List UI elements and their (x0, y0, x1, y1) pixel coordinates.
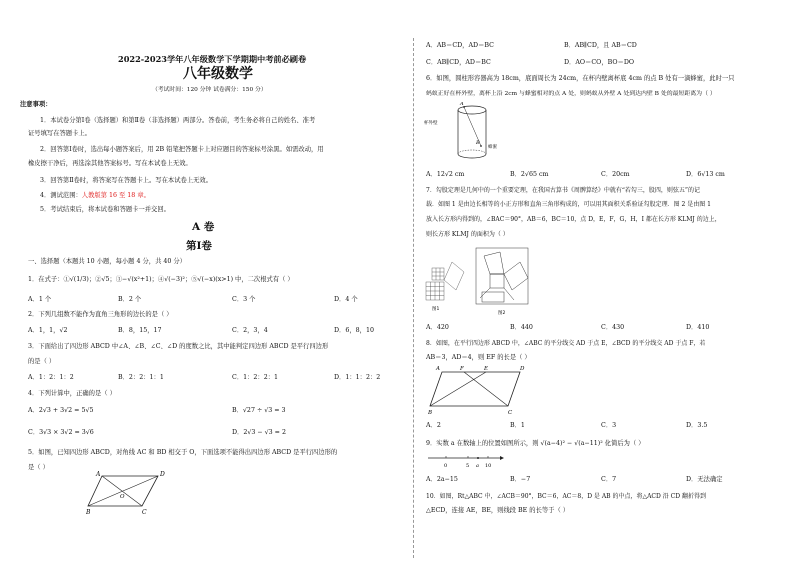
q7-stem-a: 7．勾股定理是几何中的一个重要定理，在我国古算书《周髀算经》中就有“若勾三，股四，则弦五”的记 (426, 187, 700, 194)
q9-opt-d: D．无法确定 (686, 476, 723, 483)
q5-label-d: D (160, 471, 165, 478)
exam-title: 2022-2023学年八年级数学下学期期中考前必刷卷 (118, 54, 307, 64)
q5-label-a: A (96, 471, 101, 478)
q7-fig2-label: 图2 (498, 311, 506, 316)
q7-stem-b: 载．如图 1 是由边长相等的小正方形和直角三角形构成的，可以用其面积关系验证勾股定理．图 2 是由图 1 (426, 201, 711, 208)
q9-stem: 9．实数 a 在数轴上的位置如图所示，则 √(a−4)² − √(a−11)² 化简后为（ ） (426, 440, 645, 447)
q6-label-outer: 杯外壁 (424, 121, 438, 126)
q6-opt-d: D．6√13 cm (686, 171, 725, 178)
q2-stem: 2．下列几组数不能作为直角三角形的边长的是（ ） (28, 311, 173, 318)
q7-opt-b: B．440 (510, 324, 533, 331)
note-2b: 橡皮擦干净后，再选涂其他答案标号。写在本试卷上无效。 (28, 160, 192, 167)
q4-stem: 4．下列计算中，正确的是（ ） (28, 390, 116, 397)
q2-opt-a: A．1，1，√2 (28, 327, 68, 334)
q5-label-c: C (142, 509, 147, 515)
q5-label-b: B (86, 509, 91, 515)
note-1a: 1．本试卷分第Ⅰ卷（选择题）和第Ⅱ卷（非选择题）两部分。答卷前，考生务必将自己的姓名、准考 (40, 117, 316, 124)
subject-title: 八年级数学 (183, 66, 253, 82)
q5-stem-a: 5．如图，已知四边形 ABCD，对角线 AC 和 BD 相交于 O，下面选项不能得出四边形 ABCD 是平行四边形的 (28, 449, 338, 456)
q8-label-f: F (460, 366, 464, 372)
q5-opt-b: B．AB∥CD，且 AB＝CD (564, 42, 637, 49)
note-2a: 2．回答第Ⅰ卷时，选出每小题答案后，用 2B 铅笔把答题卡上对应题目的答案标号涂黑。如需改动，用 (40, 146, 324, 153)
q7-stem-c: 放入长方形内得到的，∠BAC＝90°，AB＝6，BC＝10，点 D，E，F，G，H，I 都在长方形 KLMJ 的边上， (426, 216, 721, 223)
section-di-yi-juan: 第Ⅰ卷 (186, 240, 212, 252)
q1-opt-d: D．4 个 (334, 296, 358, 303)
q10-stem-b: △ECD，连接 AE，BE，则线段 BE 的长等于（ ） (426, 507, 570, 514)
q6-opt-a: A．12√2 cm (426, 171, 465, 178)
q6-label-a: A (460, 102, 464, 107)
q7-fig2-shape (476, 248, 528, 304)
q3-stem-a: 3．下面给出了四边形 ABCD 中∠A、∠B、∠C、∠D 的度数之比，其中能判定四边形 ABCD 是平行四边形 (28, 343, 329, 350)
q4-opt-a: A．2√3 + 3√2 = 5√5 (28, 407, 94, 414)
q6-opt-c: C．20cm (601, 171, 630, 178)
q8-label-a: A (436, 366, 440, 372)
q8-opt-b: B．1 (510, 422, 525, 429)
column-divider (413, 38, 414, 558)
q9-opt-a: A．2a−15 (426, 476, 458, 483)
note-4: 4．测试范围：人教版第 16 至 18 章。 (40, 192, 150, 199)
q5-opt-a: A．AB＝CD，AD＝BC (426, 42, 494, 49)
q5-parallelogram-figure (86, 470, 166, 515)
q3-opt-b: B．2：2：1：1 (118, 374, 164, 381)
q8-label-c: C (508, 410, 513, 416)
q7-opt-a: A．420 (426, 324, 449, 331)
q8-parallelogram-figure (428, 364, 528, 416)
notes-heading: 注意事项： (20, 101, 52, 108)
q6-stem-b: 蚂蚁正好在杯外壁，离杯上沿 2cm 与蜂蜜相对的点 A 处，则蚂蚁从外壁 A 处到达内壁 B 处的最短距离为（ ） (426, 91, 716, 97)
q8-stem-a: 8．如图，在平行四边形 ABCD 中，∠ABC 的平分线交 AD 于点 E，∠BCD 的平分线交 AD 于点 F，若 (426, 340, 706, 347)
q5-opt-d: D．AO＝CO，BO＝DO (564, 59, 635, 66)
q9-tick-5: 5 (466, 463, 470, 469)
q8-opt-a: A．2 (426, 422, 441, 429)
q3-opt-c: C．1：2：2：1 (232, 374, 279, 381)
section-a-juan: A 卷 (192, 221, 215, 233)
q8-stem-b: AB＝3，AD＝4，则 EF 的长是（ ） (426, 354, 531, 361)
q7-stem-d: 则长方形 KLMJ 的面积为（ ） (426, 231, 509, 238)
q8-opt-d: D．3.5 (686, 422, 708, 429)
q9-tick-0: 0 (444, 463, 448, 469)
q6-label-honey: 蜂蜜 (488, 145, 497, 150)
q10-stem-a: 10．如图，Rt△ABC 中，∠ACB＝90°，BC＝6，AC＝8，D 是 AB 的中点，将△ACD 沿 CD 翻折得到 (426, 493, 706, 500)
q9-tick-a: a (476, 463, 479, 469)
q2-opt-c: C．2，3，4 (232, 327, 268, 334)
note-1b: 证号填写在答题卡上。 (28, 130, 91, 137)
q6-cylinder-figure (424, 102, 504, 164)
q7-pythagoras-figures (424, 244, 534, 318)
q8-label-d: D (520, 366, 525, 372)
note-4-range: 人教版第 16 至 18 章。 (81, 192, 150, 199)
q8-opt-c: C．3 (601, 422, 617, 429)
q4-opt-d: D．2√3 − √3 = 2 (232, 429, 286, 436)
exam-info: （考试时间：120 分钟 试卷满分：150 分） (152, 87, 267, 93)
q6-opt-b: B．2√65 cm (510, 171, 549, 178)
note-5: 5．考试结束后，将本试卷和答题卡一并交回。 (40, 206, 170, 213)
q1-opt-c: C．3 个 (232, 296, 256, 303)
q8-label-e: E (484, 366, 489, 372)
q8-label-b: B (428, 410, 433, 416)
q4-opt-c: C．3√3 × 3√2 = 3√6 (28, 429, 94, 436)
q7-fig1-grid (426, 262, 464, 300)
q1-opt-a: A．1 个 (28, 296, 52, 303)
q3-opt-d: D．1：1：2：2 (334, 374, 381, 381)
q6-label-b: B (476, 140, 480, 146)
q9-opt-c: C．7 (601, 476, 617, 483)
q4-opt-b: B．√27 ÷ √3 = 3 (232, 407, 286, 414)
q2-opt-d: D．6，8，10 (334, 327, 374, 334)
q3-stem-b: 的是（ ） (28, 358, 56, 365)
q9-tick-10: 10 (485, 463, 492, 469)
q9-opt-b: B．−7 (510, 476, 531, 483)
q1-opt-b: B．2 个 (118, 296, 142, 303)
q7-opt-d: D．410 (686, 324, 710, 331)
q9-number-line (426, 452, 506, 470)
q2-opt-b: B．8，15，17 (118, 327, 162, 334)
q6-stem-a: 6．如图，圆柱形容器高为 18cm，底面周长为 24cm，在杯内壁离杯底 4cm 的点 B 处有一滴蜂蜜，此时一只 (426, 75, 735, 82)
note-3: 3．回答第Ⅱ卷时，将答案写在答题卡上。写在本试卷上无效。 (40, 177, 213, 184)
q1-stem: 1．在式子：①√(1/3)；②√5；③−√(x²+1)；④√(−3)²；⑤√(−x)(x>1) 中，二次根式有（ ） (28, 276, 294, 283)
q5-label-o: O (120, 494, 125, 500)
q3-opt-a: A．1：2：1：2 (28, 374, 74, 381)
part1-intro: 一、选择题（本题共 10 小题，每小题 4 分，共 40 分） (28, 258, 186, 265)
q5-stem-b: 是（ ） (28, 464, 49, 471)
q7-opt-c: C．430 (601, 324, 625, 331)
q5-opt-c: C．AB∥CD，AD＝BC (426, 59, 491, 66)
q7-fig1-label: 图1 (432, 307, 440, 312)
